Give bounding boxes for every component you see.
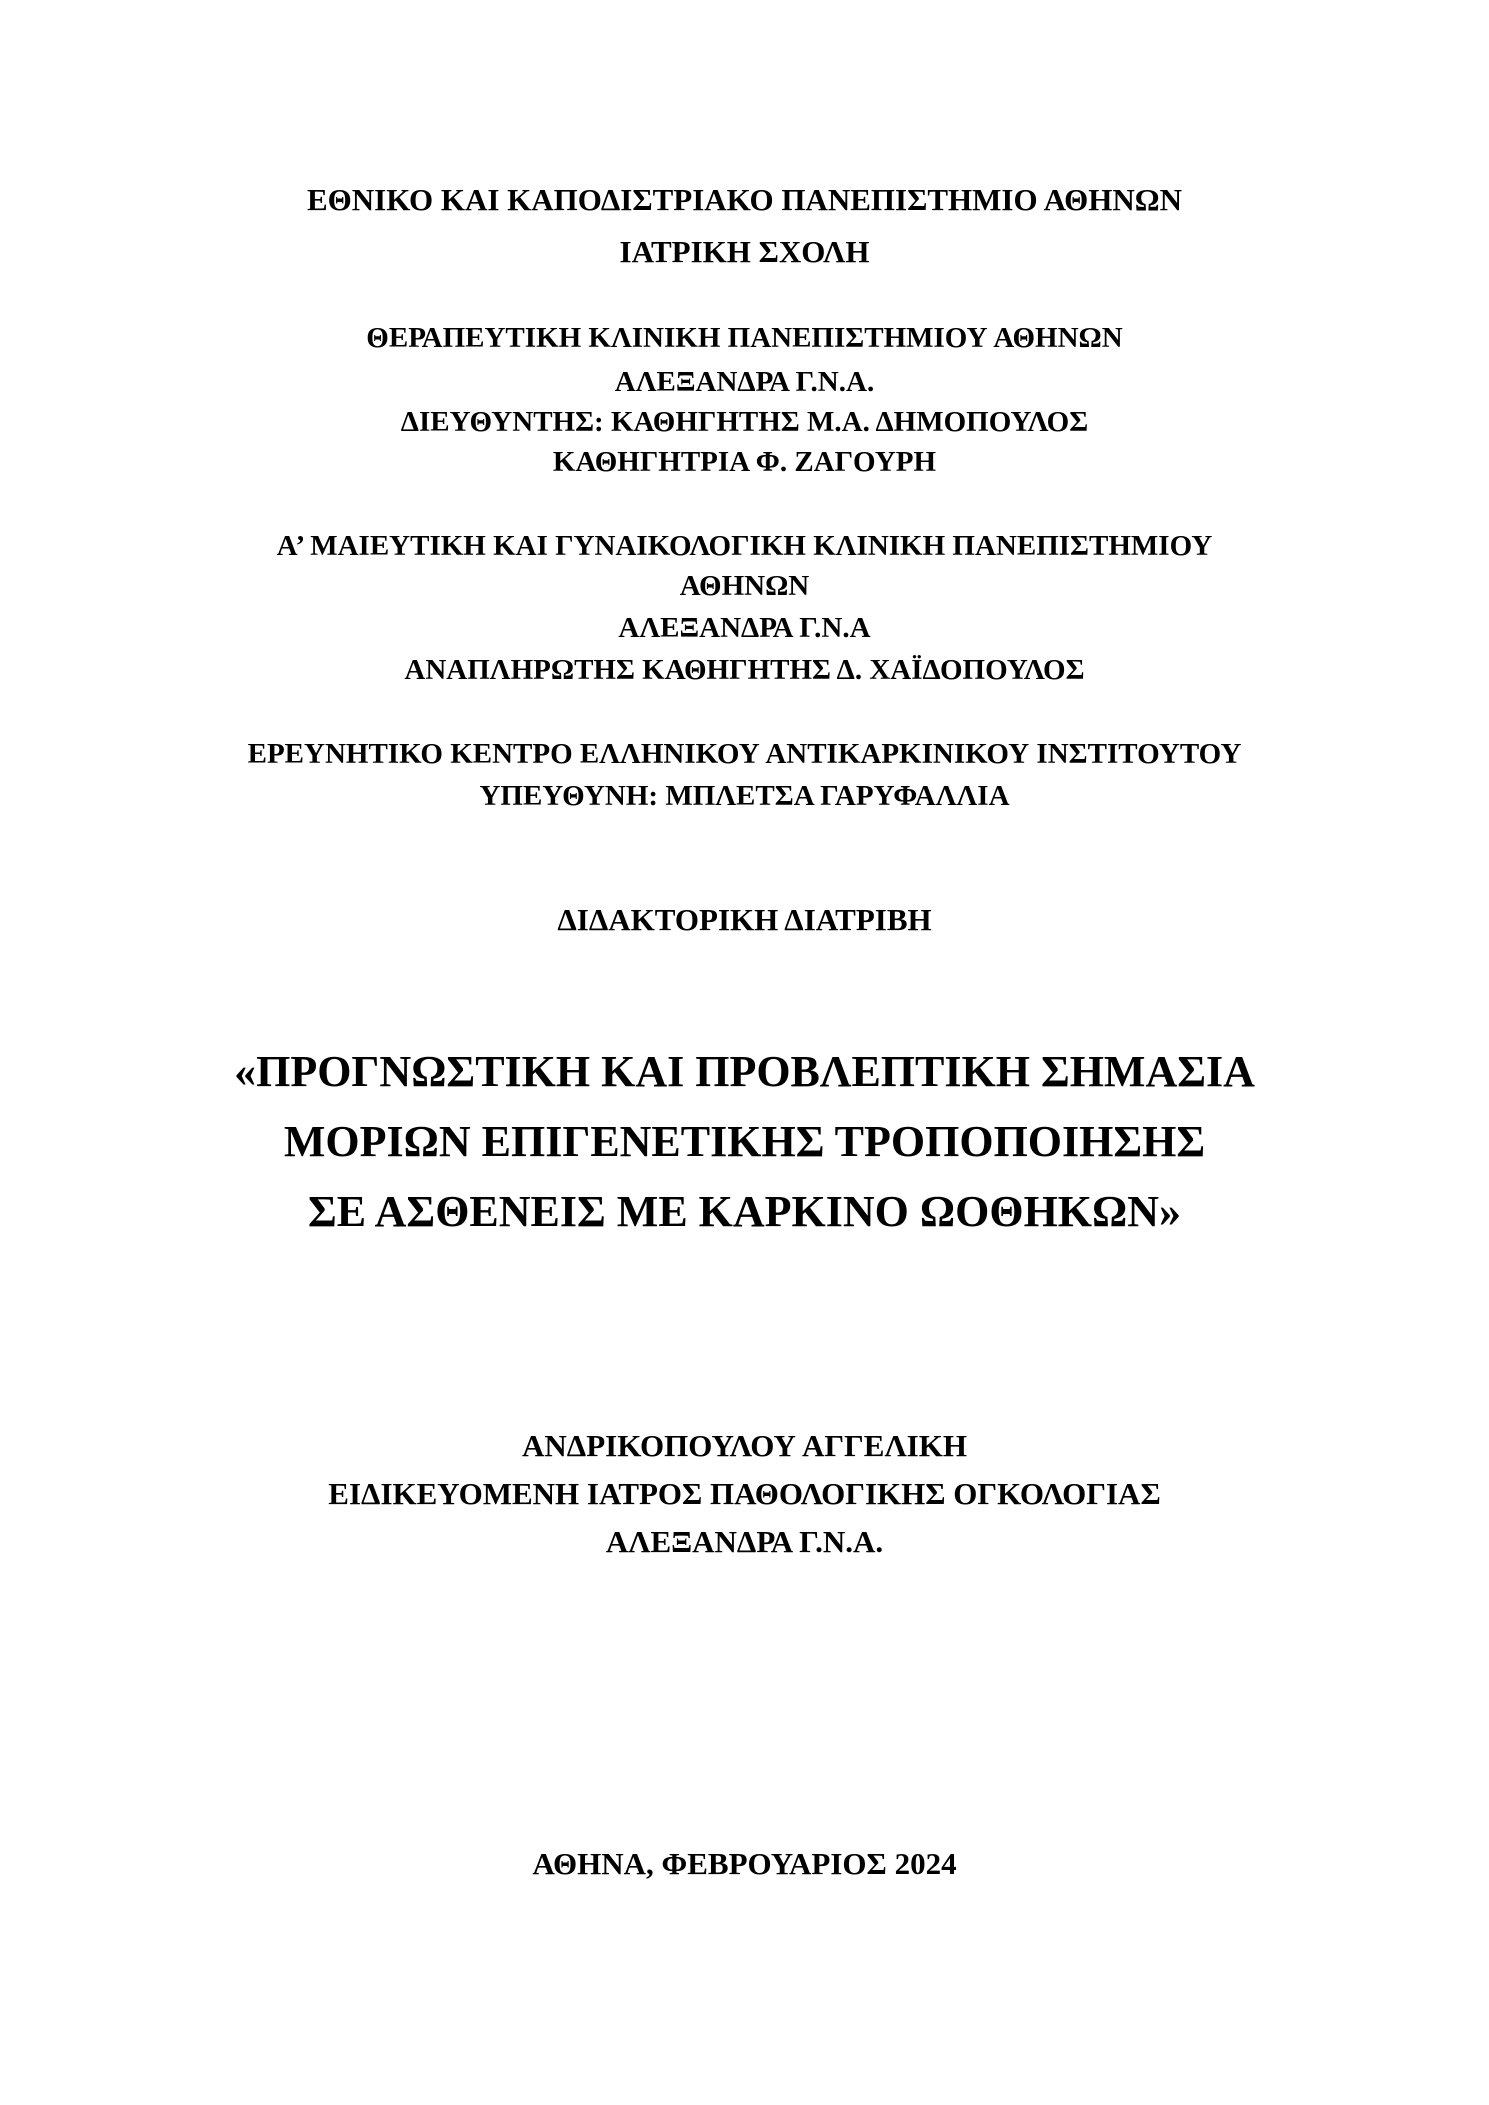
place-date: ΑΘΗΝΑ, ΦΕΒΡΟΥΑΡΙΟΣ 2024 xyxy=(532,1846,957,1881)
therapeutic-clinic-name: ΘΕΡΑΠΕΥΤΙΚΗ ΚΛΙΝΙΚΗ ΠΑΝΕΠΙΣΤΗΜΙΟΥ ΑΘΗΝΩΝ xyxy=(366,322,1123,354)
thesis-title-line2: ΜΟΡΙΩΝ ΕΠΙΓΕΝΕΤΙΚΗΣ ΤΡΟΠΟΠΟΙΗΣΗΣ xyxy=(283,1117,1206,1166)
obstetric-clinic-name-line1: Α’ ΜΑΙΕΥΤΙΚΗ ΚΑΙ ΓΥΝΑΙΚΟΛΟΓΙΚΗ ΚΛΙΝΙΚΗ ΠΑΝΕΠΙΣΤΗΜΙΟΥ xyxy=(276,530,1213,562)
school-name: ΙΑΤΡΙΚΗ ΣΧΟΛΗ xyxy=(619,234,870,269)
obstetric-clinic-name-line2: ΑΘΗΝΩΝ xyxy=(679,570,810,602)
therapeutic-clinic-hospital: ΑΛΕΞΑΝΔΡΑ Γ.Ν.Α. xyxy=(614,366,875,398)
research-center-responsible: ΥΠΕΥΘΥΝΗ: ΜΠΛΕΤΣΑ ΓΑΡΥΦΑΛΛΙΑ xyxy=(479,780,1010,812)
author-hospital: ΑΛΕΞΑΝΔΡΑ Γ.Ν.Α. xyxy=(605,1524,884,1559)
thesis-title-line3: ΣΕ ΑΣΘΕΝΕΙΣ ΜΕ ΚΑΡΚΙΝΟ ΩΟΘΗΚΩΝ» xyxy=(307,1187,1182,1236)
therapeutic-clinic-director: ΔΙΕΥΘΥΝΤΗΣ: ΚΑΘΗΓΗΤΗΣ Μ.Α. ΔΗΜΟΠΟΥΛΟΣ xyxy=(400,406,1089,438)
thesis-title-line1: «ΠΡΟΓΝΩΣΤΙΚΗ ΚΑΙ ΠΡΟΒΛΕΠΤΙΚΗ ΣΗΜΑΣΙΑ xyxy=(234,1047,1255,1096)
author-name: ΑΝΔΡΙΚΟΠΟΥΛΟΥ ΑΓΓΕΛΙΚΗ xyxy=(522,1428,967,1463)
university-name: ΕΘΝΙΚΟ ΚΑΙ ΚΑΠΟΔΙΣΤΡΙΑΚΟ ΠΑΝΕΠΙΣΤΗΜΙΟ ΑΘΗΝΩΝ xyxy=(306,182,1183,217)
therapeutic-clinic-professor: ΚΑΘΗΓΗΤΡΙΑ Φ. ΖΑΓΟΥΡΗ xyxy=(552,446,937,478)
obstetric-clinic-hospital: ΑΛΕΞΑΝΔΡΑ Γ.Ν.Α xyxy=(618,612,871,644)
research-center-name: ΕΡΕΥΝΗΤΙΚΟ ΚΕΝΤΡΟ ΕΛΛΗΝΙΚΟΥ ΑΝΤΙΚΑΡΚΙΝΙΚΟΥ ΙΝΣΤΙΤΟΥΤΟΥ xyxy=(247,738,1242,770)
author-role: ΕΙΔΙΚΕΥΟΜΕΝΗ ΙΑΤΡΟΣ ΠΑΘΟΛΟΓΙΚΗΣ ΟΓΚΟΛΟΓΙΑΣ xyxy=(328,1476,1161,1511)
obstetric-clinic-professor: ΑΝΑΠΛΗΡΩΤΗΣ ΚΑΘΗΓΗΤΗΣ Δ. ΧΑΪΔΟΠΟΥΛΟΣ xyxy=(404,654,1085,686)
document-type: ΔΙΔΑΚΤΟΡΙΚΗ ΔΙΑΤΡΙΒΗ xyxy=(557,902,932,937)
